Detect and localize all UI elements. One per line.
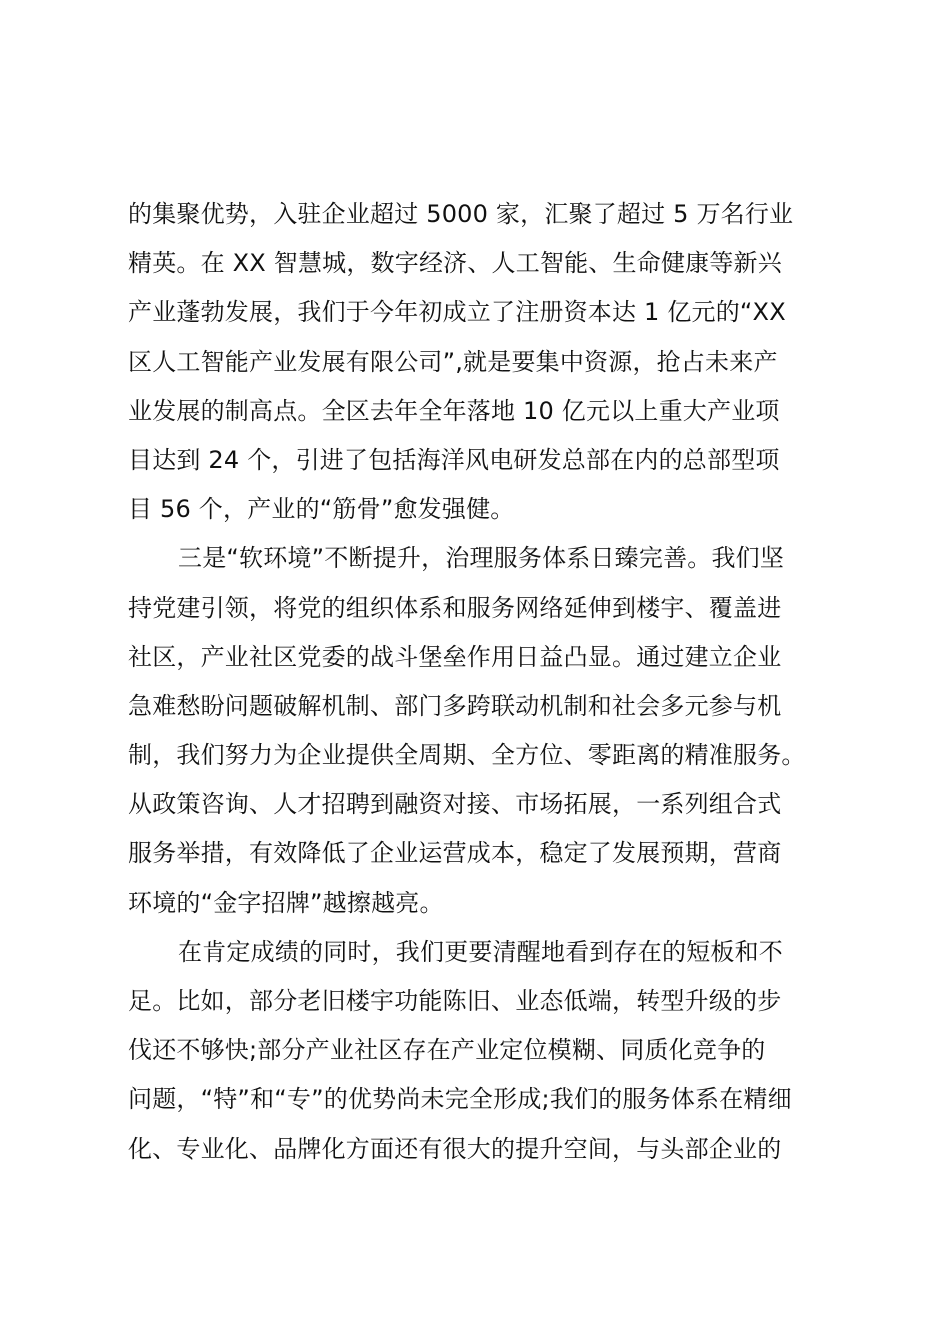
text-line: 的集聚优势，入驻企业超过 5000 家，汇聚了超过 5 万名行业	[128, 200, 794, 228]
text-line: 服务举措，有效降低了企业运营成本，稳定了发展预期，营商	[128, 839, 782, 868]
text-line: 社区，产业社区党委的战斗堡垒作用日益凸显。通过建立企业	[128, 642, 782, 671]
text-line: 目达到 24 个，引进了包括海洋风电研发总部在内的总部型项	[128, 445, 780, 474]
text-line: 产业蓬勃发展，我们于今年初成立了注册资本达 1 亿元的“XX	[128, 298, 786, 327]
text-line: 急难愁盼问题破解机制、部门多跨联动机制和社会多元参与机	[128, 691, 782, 720]
text-line: 从政策咨询、人才招聘到融资对接、市场拓展，一系列组合式	[128, 790, 782, 819]
text-line: 制，我们努力为企业提供全周期、全方位、零距离的精准服务。	[128, 741, 806, 770]
text-line: 区人工智能产业发展有限公司”,就是要集中资源，抢占未来产	[128, 347, 778, 376]
paragraph-start-line: 三是“软环境”不断提升，治理服务体系日臻完善。我们坚	[178, 544, 785, 573]
text-line: 精英。在 XX 智慧城，数字经济、人工智能、生命健康等新兴	[128, 249, 782, 278]
text-line: 问题，“特”和“专”的优势尚未完全形成;我们的服务体系在精细	[128, 1085, 792, 1114]
text-line: 环境的“金字招牌”越擦越亮。	[128, 888, 444, 917]
text-line: 目 56 个，产业的“筋骨”愈发强健。	[128, 495, 515, 524]
text-line: 足。比如，部分老旧楼宇功能陈旧、业态低端，转型升级的步	[128, 987, 782, 1015]
text-line: 化、专业化、品牌化方面还有很大的提升空间，与头部企业的	[128, 1134, 782, 1163]
body-text	[128, 190, 828, 1174]
text-line: 伐还不够快;部分产业社区存在产业定位模糊、同质化竞争的	[128, 1036, 766, 1065]
text-line: 业发展的制高点。全区去年全年落地 10 亿元以上重大产业项	[128, 396, 780, 425]
paragraph-start-line: 在肯定成绩的同时，我们更要清醒地看到存在的短板和不	[178, 937, 783, 966]
text-line: 持党建引领，将党的组织体系和服务网络延伸到楼宇、覆盖进	[128, 593, 782, 622]
